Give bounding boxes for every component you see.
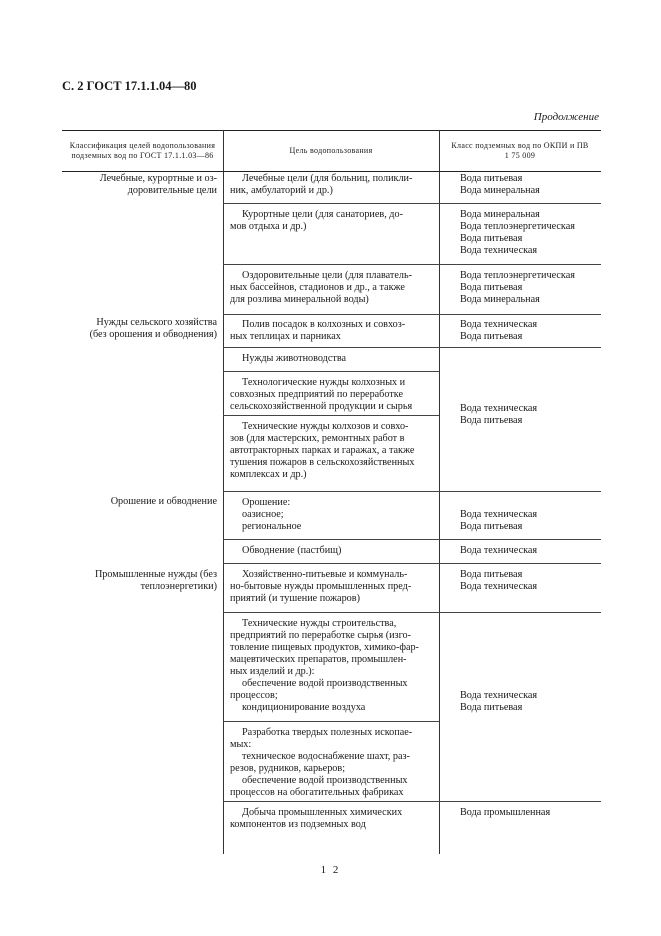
purpose-cell: Оздоровительные цели (для плаватель- ных бассейнов, стадионов и др., а также для розлива минеральной воды) — [230, 270, 413, 305]
classification-cell: Орошение и обводнение — [110, 496, 217, 507]
row-rule — [223, 264, 601, 265]
header-water-class: Класс подземных вод по ОКПИ и ПВ 1 75 009 — [451, 140, 589, 160]
classification-cell: Лечебные, курортные и оз- доровительные цели — [99, 173, 217, 196]
page-header: С. 2 ГОСТ 17.1.1.04—80 — [62, 79, 197, 93]
row-rule — [223, 203, 601, 204]
continuation-label: Продолжение — [533, 111, 599, 123]
row-rule — [223, 721, 439, 722]
purpose-cell: Технические нужды колхозов и совхо- зов (для мастерских, ремонтных работ в автотракторных парках и гаражах, а также тушения пожаров в сельскохозяйственных комплексах и др.) — [230, 421, 415, 480]
row-rule — [223, 371, 439, 372]
row-rule — [223, 563, 601, 564]
water-class-cell: Вода питьевая Вода минеральная — [460, 173, 540, 196]
purpose-cell: Добыча промышленных химических компонентов из подземных вод — [230, 807, 403, 830]
purpose-cell: Курортные цели (для санаториев, до- мов отдыха и др.) — [230, 209, 403, 232]
water-class-cell: Вода питьевая Вода техническая — [460, 569, 538, 592]
purpose-cell: Технологические нужды колхозных и совхозных предприятий по переработке сельскохозяйственной продукции и сырья — [230, 377, 413, 412]
water-class-cell: Вода техническая Вода питьевая — [460, 319, 538, 342]
column-divider-2 — [439, 171, 440, 854]
purpose-cell: Нужды животноводства — [242, 353, 347, 364]
header-purpose: Цель водопользования — [289, 145, 373, 155]
water-class-cell: Вода теплоэнергетическая Вода питьевая Вода минеральная — [460, 270, 575, 305]
water-use-table — [62, 130, 601, 854]
header-classification: Классификация целей водопользования подземных вод по ГОСТ 17.1.1.03—86 — [69, 140, 216, 160]
purpose-cell: Лечебные цели (для больниц, поликли- ник, амбулаторий и др.) — [230, 173, 413, 196]
row-rule — [223, 491, 601, 492]
purpose-cell: Разработка твердых полезных ископае- мых: техническое водоснабжение шахт, раз- резов, рудников, карьеров; обеспечение водой производственных процессов на обогатительных фабриках — [230, 727, 413, 798]
row-rule — [223, 801, 601, 802]
row-rule — [223, 347, 601, 348]
water-class-cell: Вода техническая Вода питьевая — [460, 403, 538, 426]
water-class-cell: Вода техническая Вода питьевая — [460, 690, 538, 713]
header-bottom-rule — [62, 171, 601, 172]
row-rule — [223, 612, 601, 613]
classification-cell: Нужды сельского хозяйства (без орошения и обводнения) — [89, 317, 217, 340]
classification-cell: Промышленные нужды (без теплоэнергетики) — [94, 569, 217, 592]
purpose-cell: Орошение: оазисное; региональное — [242, 497, 302, 532]
row-rule — [223, 314, 601, 315]
water-class-cell: Вода техническая — [460, 545, 538, 556]
column-divider-1 — [223, 130, 224, 854]
purpose-cell: Хозяйственно-питьевые и коммуналь- но-бытовые нужды промышленных пред- приятий (и тушение пожаров) — [230, 569, 412, 604]
purpose-cell: Полив посадок в колхозных и совхоз- ных теплицах и парниках — [230, 319, 406, 342]
water-class-cell: Вода техническая Вода питьевая — [460, 509, 538, 532]
water-class-cell: Вода минеральная Вода теплоэнергетическая Вода питьевая Вода техническая — [460, 209, 575, 256]
row-rule — [223, 415, 439, 416]
water-class-cell: Вода промышленная — [460, 807, 551, 818]
purpose-cell: Обводнение (пастбищ) — [242, 545, 342, 556]
page-number: 1 2 — [320, 864, 341, 876]
row-rule — [223, 539, 601, 540]
purpose-cell: Технические нужды строительства, предприятий по переработке сырья (изго- товление пищевых продуктов, химико-фар- мацевтических препаратов, промышлен- ных изделий и др.): обеспечение водой производственных процессов; кондиционирование воздуха — [230, 618, 419, 713]
